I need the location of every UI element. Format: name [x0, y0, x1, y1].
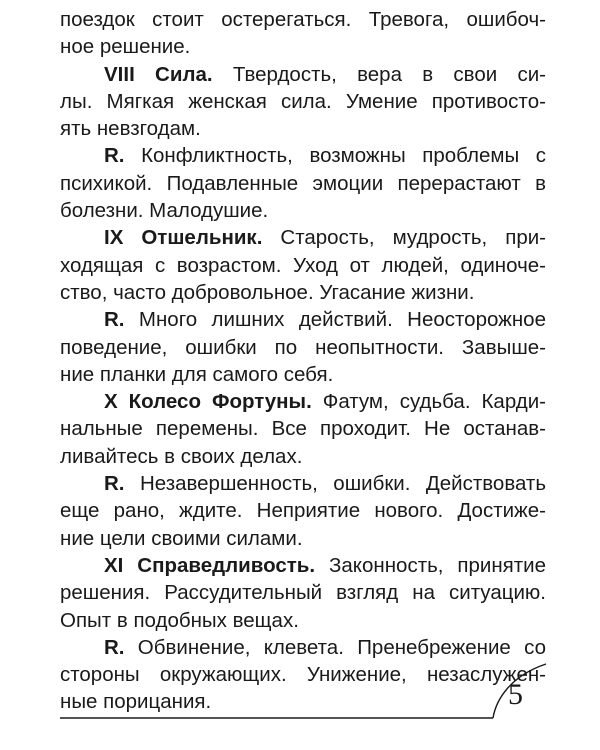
card-term: R. — [104, 635, 125, 659]
text-line: нальные перемены. Все проходит. Не останав- — [60, 417, 546, 441]
text-line: ние цели своими силами. — [60, 526, 303, 550]
text-line: XI Справедливость. Законность, принятие — [104, 553, 546, 577]
text-line: R. Незавершенность, ошибки. Действовать — [104, 472, 546, 496]
text-line: R. Конфликтность, возможны проблемы с — [104, 144, 546, 168]
card-term: XI Справедливость. — [104, 553, 316, 577]
text-line: поведение, ошибки по неопытности. Завыше- — [60, 335, 546, 359]
text-line: ные порицания. — [60, 690, 212, 714]
text-line: ство, часто добровольное. Угасание жизни. — [60, 280, 475, 304]
text-line: поездок стоит остерегаться. Тревога, ошибоч- — [60, 8, 546, 31]
text-line: лы. Мягкая женская сила. Умение противостo- — [60, 89, 546, 113]
card-term: VIII Сила. — [104, 62, 213, 86]
text-line: решения. Рассудительный взгляд на ситуацию. — [60, 581, 546, 605]
card-term: R. — [104, 308, 125, 332]
text-line: стороны окружающих. Унижение, незаслужен- — [60, 663, 546, 687]
card-term: IX Отшельник. — [104, 226, 263, 250]
text-line: VIII Сила. Твердость, вера в свои си- — [104, 62, 546, 86]
card-term: R. — [104, 472, 125, 496]
text-line: еще рано, ждите. Неприятие нового. Достиже- — [60, 499, 546, 523]
text-line: ние планки для самого себя. — [60, 362, 334, 386]
card-term: R. — [104, 144, 125, 168]
text-line: R. Много лишних действий. Неосторожное — [104, 308, 546, 332]
card-term: X Колесо Фортуны. — [104, 390, 312, 414]
text-line: ходящая с возрастом. Уход от людей, одиноче- — [60, 253, 546, 277]
text-line: R. Обвинение, клевета. Пренебрежение со — [104, 635, 546, 659]
text-line: Опыт в подобных вещах. — [60, 608, 299, 632]
text-line: ное решение. — [60, 35, 191, 59]
text-line: IX Отшельник. Старость, мудрость, при- — [104, 226, 547, 250]
text-line: ливайтесь в своих делах. — [60, 444, 303, 468]
text-line: болезни. Малодушие. — [60, 199, 269, 223]
text-line: X Колесо Фортуны. Фатум, судьба. Карди- — [104, 390, 547, 414]
text-line: ять невзгодам. — [60, 117, 201, 141]
text-line: психикой. Подавленные эмоции перерастают в — [60, 171, 546, 195]
page-number: 5 — [508, 678, 523, 711]
